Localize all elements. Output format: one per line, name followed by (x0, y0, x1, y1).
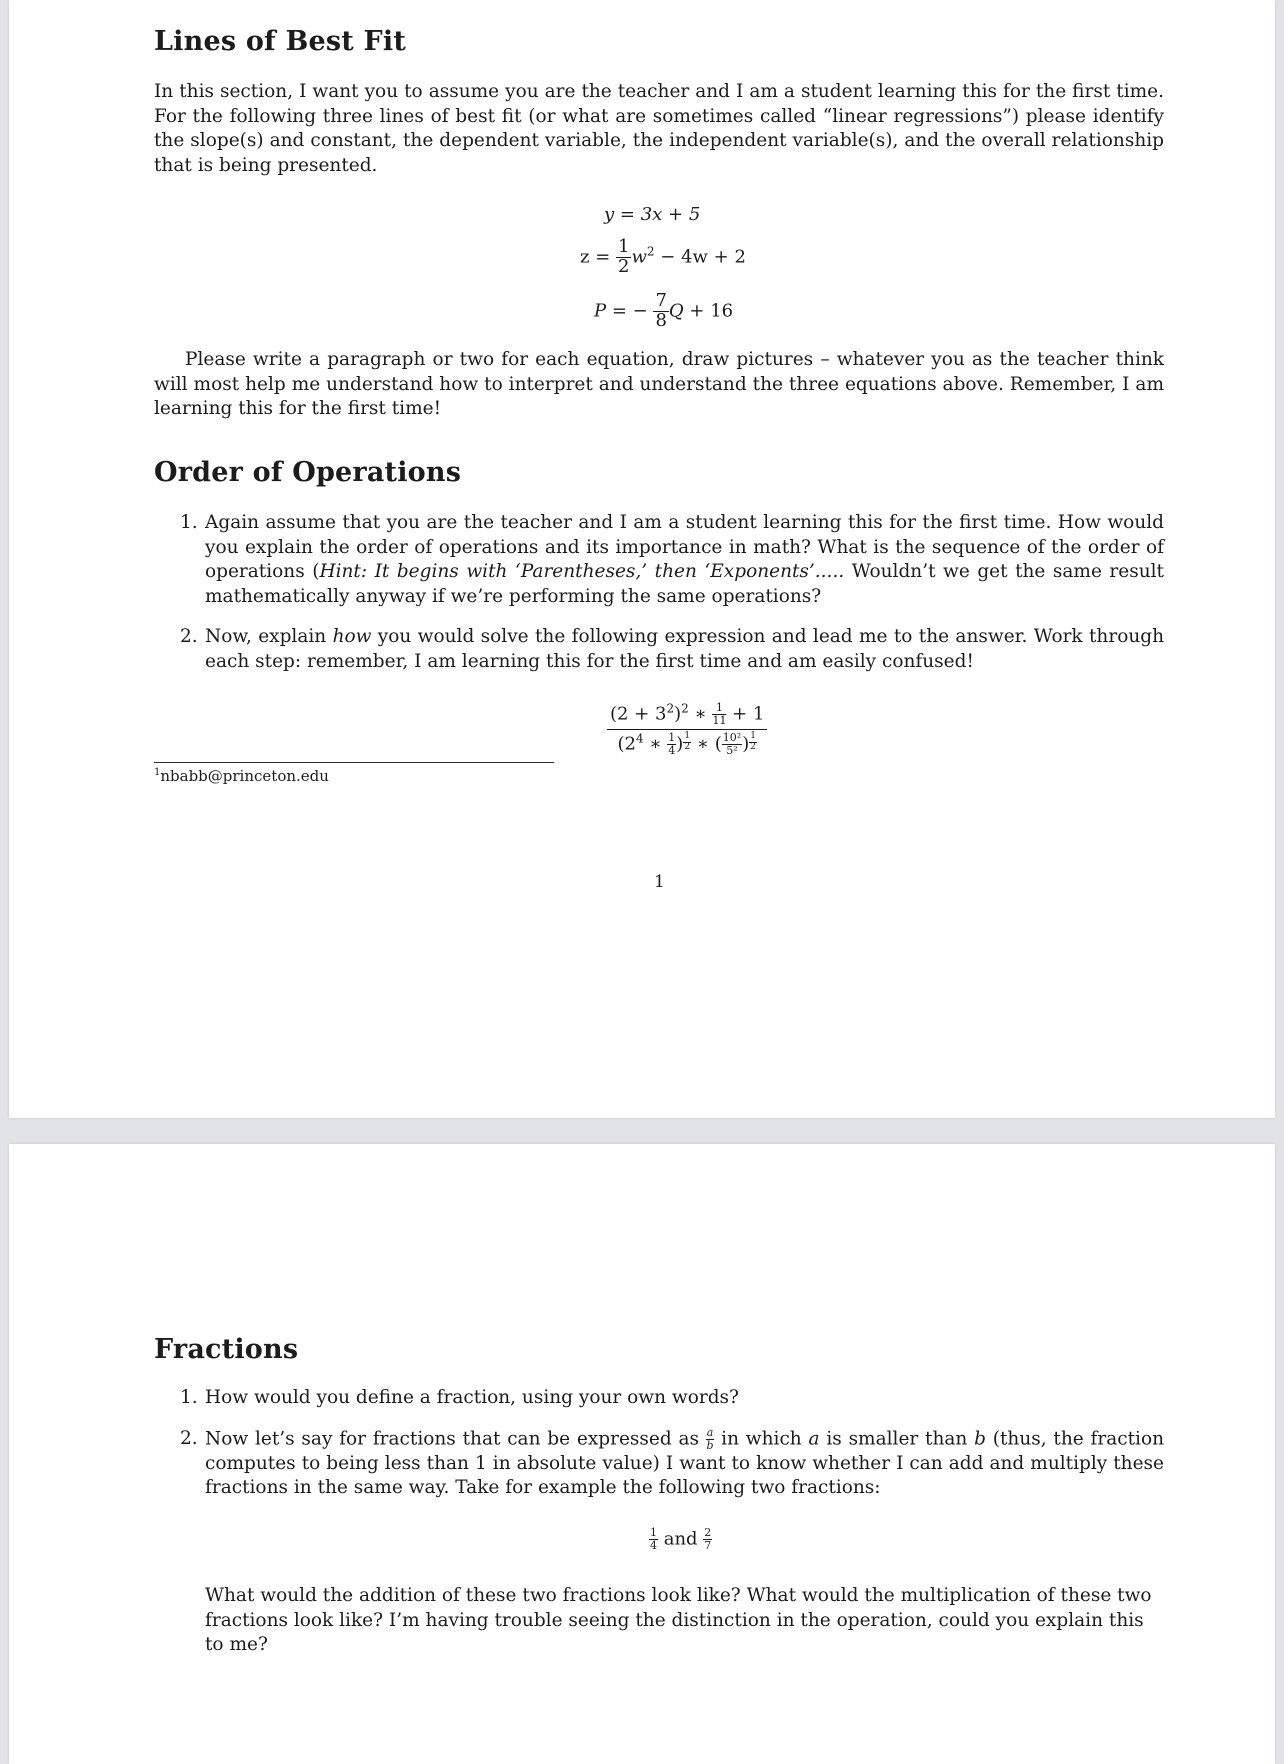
order-hint: Hint: It begins with ‘Parentheses,’ then ‘Exponents’..... (319, 561, 845, 583)
document-page-1 (9, 0, 1275, 1118)
order-question-2: 2. Now, explain how you would solve the following expression and lead me to the answer. Work through each step: remember, I am learning this for the first time and am easily confused! (180, 626, 1164, 672)
fractions-followup (205, 1584, 1155, 1658)
lines-closing-paragraph (154, 348, 1164, 422)
order-expression (607, 702, 767, 757)
section-title-fractions: Fractions (154, 1334, 299, 1365)
fractions-question-list (154, 1386, 1164, 1501)
order-question-1: 1. Again assume that you are the teacher and I am a student learning this for the first time. How would you explain the order of operations and its importance in math? What is the sequence of the order of operations (Hint: It begins with ‘Parentheses,’ then ‘Exponents’..... Wouldn’t we get the same result mathematically anyway if we’re performing the same operations? (180, 512, 1164, 607)
page-number: 1 (654, 872, 665, 892)
expression-denominator: ($2^4$ ∗ $\frac{1}{4}$ ) $\frac{1}{2}$ ∗ ( $\frac{\text{10²}}{\text{5²}}$ ) $\frac{1}{2}$ (617, 731, 756, 758)
equation-2-coefficient: $\frac{1}{2}$ (618, 236, 630, 277)
fractions-example: $\frac{1}{4}$ and $\frac{2}{7}$ (650, 1526, 712, 1553)
equation-2: z = $\frac{1}{2}$ $w^2 - 4w + 2$ (580, 236, 746, 277)
expression-numerator: $(2 + 3^2)^2$ ∗ $\frac{1}{11}$ + 1 (607, 702, 767, 730)
footnote: $^1$nbabb@princeton.edu (154, 767, 329, 785)
document-page-2 (9, 1144, 1275, 1764)
lines-intro-paragraph (154, 80, 1164, 178)
lines-closing-text: Please write a paragraph or two for each equation, draw pictures – whatever you as the teacher think will most help me understand how to interpret and understand the three equations above. Remember, I am learning this for the first time! (154, 349, 1164, 420)
footnote-rule (154, 762, 554, 763)
fractions-question-1: 1. How would you define a fraction, using your own words? (180, 1387, 739, 1408)
footnote-email: nbabb@princeton.edu (160, 767, 329, 785)
fractions-followup-text: What would the addition of these two fractions look like? What would the multiplication of these two fractions look like? I’m having trouble seeing the distinction in the operation, could you explain this to me? (205, 1585, 1152, 1656)
section-title-order-of-operations: Order of Operations (154, 457, 462, 488)
equation-1: y = 3x + 5 (604, 204, 701, 225)
equation-3: P = − $\frac{7}{8}$ Q + 16 (594, 290, 734, 331)
equation-3-coefficient: $\frac{7}{8}$ (655, 290, 667, 331)
order-question-list (154, 511, 1164, 675)
fractions-question-2: 2. Now let’s say for fractions that can be expressed as $\frac{a}{b}$ in which a is smaller than b (thus, the fraction computes to being less than 1 in absolute value) I want to know whether I can add and multiply these fractions in the same way. Take for example the following two fractions: (180, 1425, 1165, 1499)
section-title-lines-of-best-fit: Lines of Best Fit (154, 26, 407, 57)
lines-intro-text: In this section, I want you to assume you are the teacher and I am a student learning this for the first time. For the following three lines of best fit (or what are sometimes called “linear regressions”) please identify the slope(s) and constant, the dependent variable, the independent variable(s), and the overall relationship that is being presented. (154, 81, 1164, 176)
